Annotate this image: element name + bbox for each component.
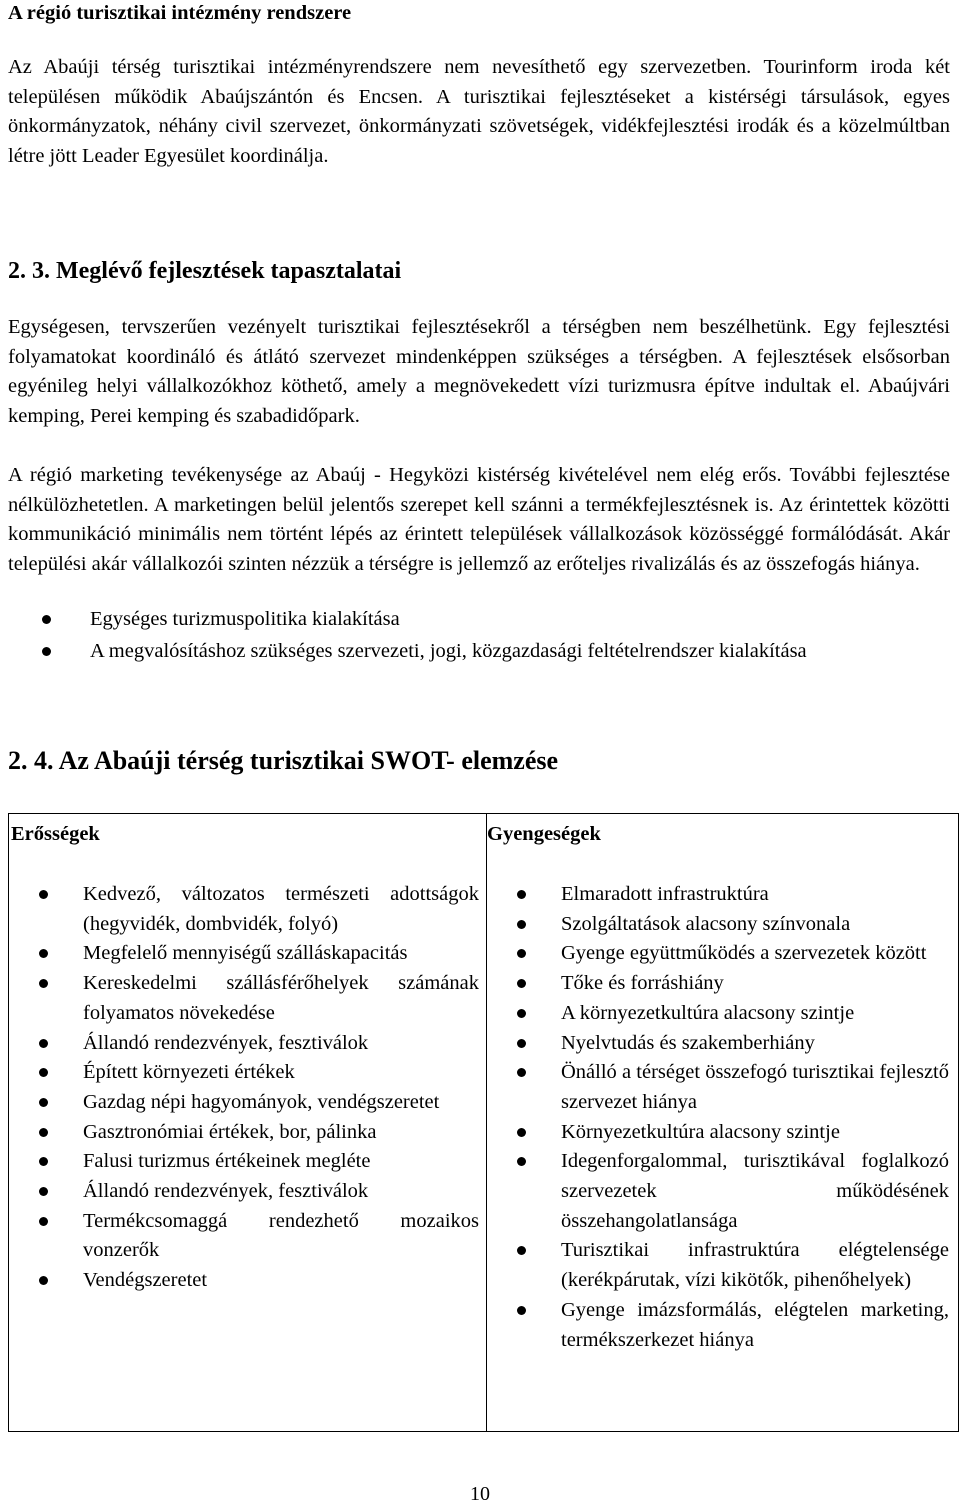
paragraph-experiences: Egységesen, tervszerűen vezényelt turisztikai fejlesztésekről a térségben nem beszélhetünk. Egy fejlesztési folyamatokat koordináló és átlátó szervezet mindenképpen szükséges a térségben. A fejlesztések elsősorban egyénileg helyi vállalkozókhoz köthető, amely a megnövekedett vízi turizmusra építve indultak el. Abaújvári kemping, Perei kemping és szabadidőpark. xyxy=(8,316,950,428)
strengths-heading: Erősségek xyxy=(11,823,100,845)
list-item: Idegenforgalommal, turisztikával foglalkozó szervezetek működésének összehangolatlansága xyxy=(487,1147,949,1236)
list-item: Szolgáltatások alacsony színvonala xyxy=(487,910,949,940)
list-item: Gasztronómiai értékek, bor, pálinka xyxy=(9,1118,479,1148)
list-item: Kereskedelmi szállásférőhelyek számának folyamatos növekedése xyxy=(9,969,479,1028)
bullet-icon xyxy=(39,979,48,988)
bullet-icon xyxy=(39,1098,48,1107)
list-item: Kedvező, változatos természeti adottságok (hegyvidék, dombvidék, folyó) xyxy=(9,880,479,939)
bullet-icon xyxy=(517,949,526,958)
list-item: Egységes turizmuspolitika kialakítása xyxy=(8,605,950,635)
bullet-icon xyxy=(517,979,526,988)
list-item: Falusi turizmus értékeinek megléte xyxy=(9,1147,479,1177)
bullet-icon xyxy=(42,647,51,656)
list-item: A környezetkultúra alacsony szintje xyxy=(487,999,949,1029)
bullet-icon xyxy=(517,890,526,899)
bullet-icon xyxy=(517,1068,526,1077)
list-item: Gyenge együttműködés a szervezetek között xyxy=(487,939,949,969)
bullet-icon xyxy=(39,1068,48,1077)
swot-table xyxy=(8,813,959,1432)
bullet-icon xyxy=(39,1157,48,1166)
bullet-icon xyxy=(517,1246,526,1255)
list-item: Elmaradott infrastruktúra xyxy=(487,880,949,910)
bullet-icon xyxy=(517,1128,526,1137)
list-item: Vendégszeretet xyxy=(9,1266,479,1296)
bullet-icon xyxy=(517,1157,526,1166)
bullet-icon xyxy=(39,890,48,899)
section-heading-institutions: A régió turisztikai intézmény rendszere xyxy=(8,2,352,24)
list-item: Állandó rendezvények, fesztiválok xyxy=(9,1029,479,1059)
bullet-icon xyxy=(39,1128,48,1137)
bullet-icon xyxy=(39,1217,48,1226)
strengths-list xyxy=(9,880,479,1296)
list-item: Gazdag népi hagyományok, vendégszeretet xyxy=(9,1088,479,1118)
list-item: Termékcsomaggá rendezhető mozaikos vonzerők xyxy=(9,1207,479,1266)
weaknesses-heading: Gyengeségek xyxy=(487,823,601,845)
swot-weaknesses-cell xyxy=(487,814,959,1432)
section-title-2-4: 2. 4. Az Abaúji térség turisztikai SWOT- elemzése xyxy=(8,746,559,775)
list-item: Tőke és forráshiány xyxy=(487,969,949,999)
list-item: A megvalósításhoz szükséges szervezeti, jogi, közgazdasági feltételrendszer kialakítása xyxy=(8,637,950,667)
list-item: Önálló a térséget összefogó turisztikai fejlesztő szervezet hiánya xyxy=(487,1058,949,1117)
swot-strengths-cell xyxy=(9,814,487,1432)
bullet-list-goals xyxy=(8,605,950,666)
list-item: Gyenge imázsformálás, elégtelen marketing, termékszerkezet hiánya xyxy=(487,1296,949,1355)
bullet-icon xyxy=(39,1276,48,1285)
paragraph-marketing: A régió marketing tevékenysége az Abaúj - Hegyközi kistérség kivételével nem elég erős. További fejlesztése nélkülözhetetlen. A marketingen belül jelentős szerepet kell szánni a termékfejlesztésnek is. Az érintettek közötti kommunikáció minimális nem történt lépés az érintett települések vállalkozások közösséggé formálódását. Akár települési akár vállalkozói szinten nézzük a térségre is jellemző az erőteljes rivalizálás és az összefogás hiánya. xyxy=(8,464,950,576)
list-item: Turisztikai infrastruktúra elégtelensége (kerékpárutak, vízi kikötők, pihenőhelyek) xyxy=(487,1236,949,1295)
bullet-icon xyxy=(42,615,51,624)
paragraph-institutions: Az Abaúji térség turisztikai intézményrendszere nem nevesíthető egy szervezetben. Tourinform iroda két településen működik Abaújszántón és Encsen. A turisztikai fejlesztéseket a kistérségi társulások, egyes önkormányzatok, néhány civil szervezet, önkormányzati szövetségek, vidékfejlesztési irodák és a közelmúltban létre jött Leader Egyesület koordinálja. xyxy=(8,56,950,168)
bullet-icon xyxy=(39,1039,48,1048)
list-item: Nyelvtudás és szakemberhiány xyxy=(487,1029,949,1059)
section-title-2-3: 2. 3. Meglévő fejlesztések tapasztalatai xyxy=(8,258,402,284)
list-item: Megfelelő mennyiségű szálláskapacitás xyxy=(9,939,479,969)
list-item: Környezetkultúra alacsony szintje xyxy=(487,1118,949,1148)
bullet-icon xyxy=(39,949,48,958)
bullet-icon xyxy=(517,920,526,929)
bullet-icon xyxy=(517,1039,526,1048)
weaknesses-list xyxy=(487,880,949,1355)
bullet-icon xyxy=(517,1009,526,1018)
bullet-icon xyxy=(517,1306,526,1315)
list-item: Épített környezeti értékek xyxy=(9,1058,479,1088)
page-number: 10 xyxy=(470,1483,490,1505)
list-item: Állandó rendezvények, fesztiválok xyxy=(9,1177,479,1207)
bullet-icon xyxy=(39,1187,48,1196)
